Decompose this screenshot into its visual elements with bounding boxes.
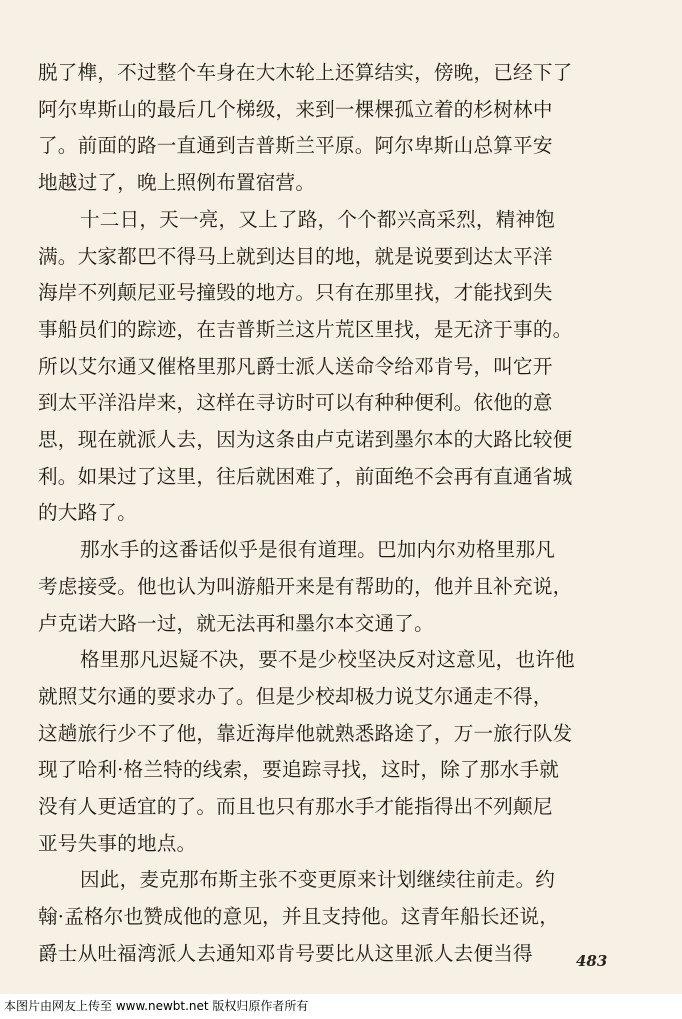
- text-line: 那水手的这番话似乎是很有道理。巴加内尔劝格里那凡: [80, 538, 556, 562]
- text-line: 利。如果过了这里，往后就困难了，前面绝不会再有直通省城: [38, 464, 573, 488]
- text-line: 卢克诺大路一过，就无法再和墨尔本交通了。: [38, 611, 434, 635]
- text-line: 所以艾尔通又催格里那凡爵士派人送命令给邓肯号，叫它开: [38, 354, 553, 378]
- text-line: 海岸不列颠尼亚号撞毁的地方。只有在那里找，才能找到失: [38, 281, 553, 305]
- text-line: 十二日，天一亮，又上了路，个个都兴高采烈，精神饱: [80, 207, 556, 231]
- text-line: 格里那凡迟疑不决，要不是少校坚决反对这意见，也许他: [80, 648, 575, 672]
- page-number: 483: [576, 952, 608, 970]
- text-line: 就照艾尔通的要求办了。但是少校却极力说艾尔通走不得，: [38, 684, 553, 708]
- text-line: 满。大家都巴不得马上就到达目的地，就是说要到达太平洋: [38, 244, 553, 268]
- text-line: 到太平洋沿岸来，这样在寻访时可以有种种便利。依他的意: [38, 391, 553, 415]
- text-line: 思，现在就派人去，因为这条由卢克诺到墨尔本的大路比较便: [38, 428, 573, 451]
- text-line: 了。前面的路一直通到吉普斯兰平原。阿尔卑斯山总算平安: [38, 134, 553, 158]
- text-line: 这趟旅行少不了他，靠近海岸他就熟悉路途了，万一旅行队发: [38, 721, 573, 745]
- text-line: 地越过了，晚上照例布置宿营。: [38, 171, 316, 195]
- text-line: 爵士从吐福湾派人去通知邓肯号要比从这里派人去便当得: [38, 941, 533, 965]
- text-line: 现了哈利·格兰特的线索，要追踪寻找，这时，除了那水手就: [38, 758, 560, 782]
- text-line: 的大路了。: [38, 501, 137, 525]
- text-line: 翰·孟格尔也赞成他的意见，并且支持他。这青年船长还说，: [38, 905, 560, 929]
- text-line: 没有人更适宜的了。而且也只有那水手才能指得出不列颠尼: [38, 795, 553, 818]
- text-line: 脱了榫，不过整个车身在大木轮上还算结实，傍晚，已经下了: [38, 61, 573, 84]
- watermark-footer: 本图片由网友上传至 www.newbt.net 版权归原作者所有: [0, 994, 682, 1019]
- text-line: 事船员们的踪迹，在吉普斯兰这片荒区里找，是无济于事的。: [38, 317, 573, 341]
- text-line: 阿尔卑斯山的最后几个梯级，来到一棵棵孤立着的杉树林中: [38, 97, 553, 121]
- text-line: 因此，麦克那布斯主张不变更原来计划继续往前走。约: [80, 868, 556, 892]
- text-line: 考虑接受。他也认为叫游船开来是有帮助的，他并且补充说，: [38, 574, 573, 598]
- text-line: 亚号失事的地点。: [38, 831, 197, 855]
